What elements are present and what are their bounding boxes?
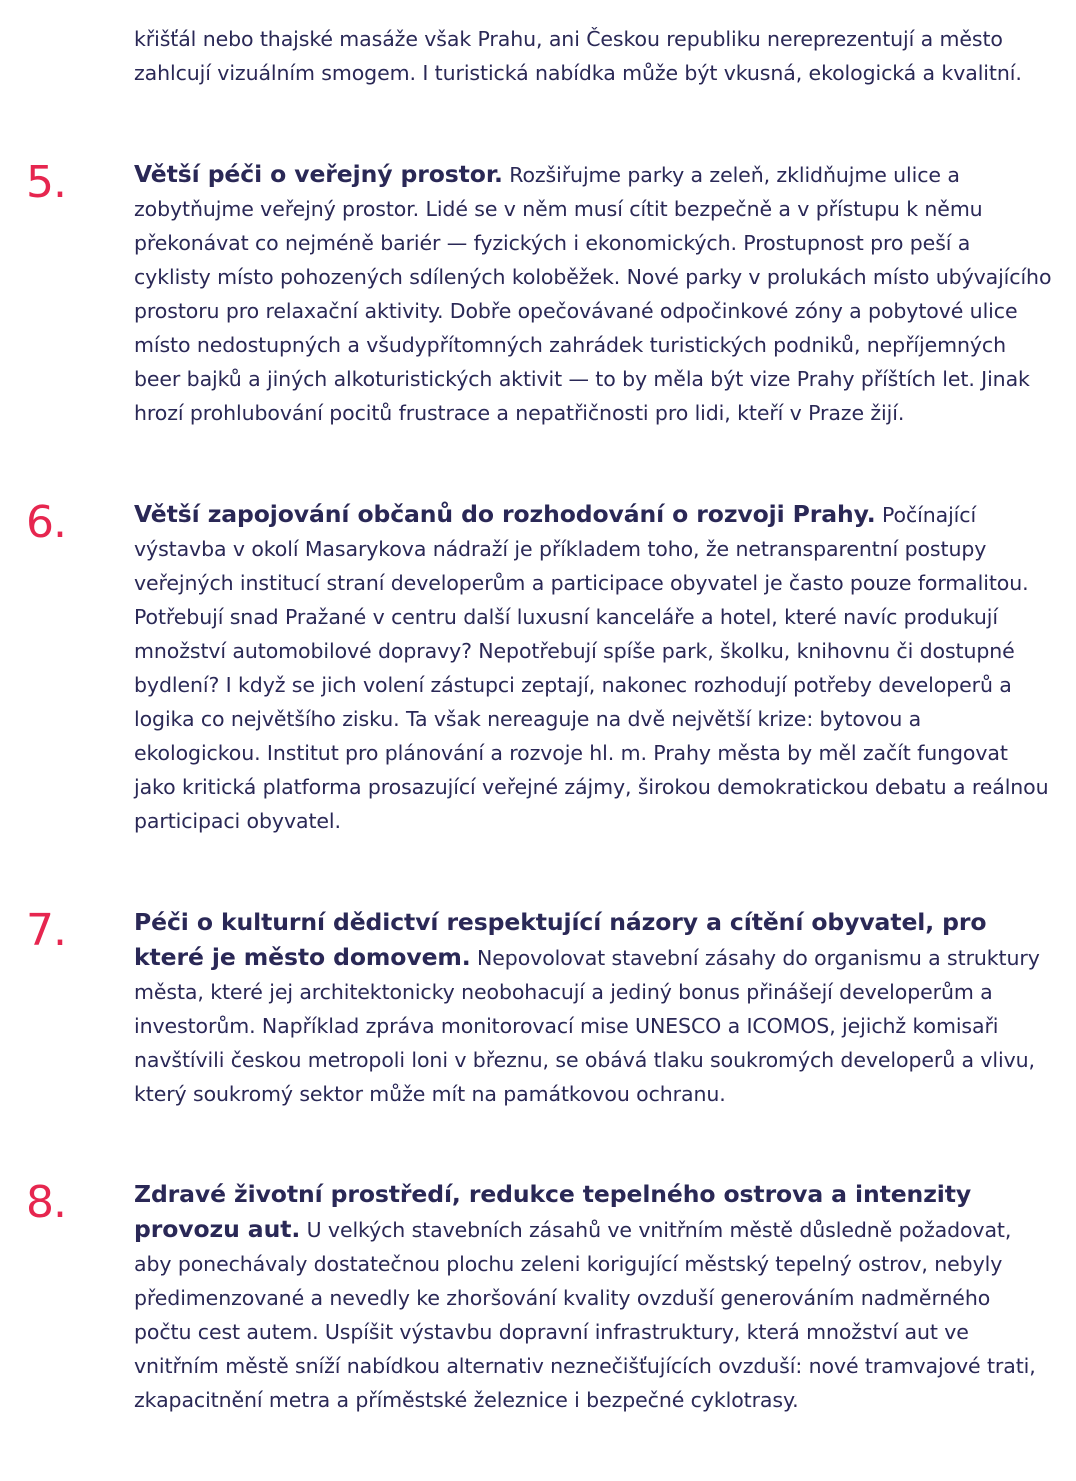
item-text: Rozšiřujme parky a zeleň, zklidňujme ulice a zobytňujme veřejný prostor. Lidé se v něm musí cítit bezpečně a v přístupu k němu překonávat co nejméně bariér — fyzických i ekonomických. Prostupnost pro peší a cyklisty místo pohozených sdílených koloběžek. Nové parky v prolukách místo ubývajícího prostoru pro relaxační aktivity. Dobře opečovávané odpočinkové zóny a pobytové ulice místo nedostupných a všudypřítomných zahrádek turistických podniků, nepříjemných beer bajků a jiných alkoturistických aktivit — to by měla být vize Prahy příštích let. Jinak hrozí prohlubování pocitů frustrace a nepatřičnosti pro lidi, kteří v Praze žijí. xyxy=(134,163,1052,425)
item-heading: Péči o kulturní dědictví respektující názory a cítění obyvatel, pro které je město domovem. xyxy=(134,908,987,971)
item-number: 6. xyxy=(26,497,66,548)
item-number: 5. xyxy=(26,157,66,208)
item-heading: Zdravé životní prostředí, redukce tepelného ostrova a intenzity provozu aut. xyxy=(134,1180,972,1243)
item-body xyxy=(134,1177,1052,1417)
item-heading: Větší péči o veřejný prostor. xyxy=(134,160,503,188)
item-text: Počínající výstavba v okolí Masarykova nádraží je příkladem toho, že netransparentní postupy veřejných institucí straní developerům a participace obyvatel je často pouze formalitou. Potřebují snad Pražané v centru další luxusní kanceláře a hotel, které navíc produkují množství automobilové dopravy? Nepotřebují spíše park, školku, knihovnu či dostupné bydlení? I když se jich volení zástupci zeptají, nakonec rozhodují potřeby developerů a logika co největšího zisku. Ta však nereaguje na dvě největší krize: bytovou a ekologickou. Institut pro plánování a rozvoje hl. m. Prahy města by měl začít fungovat jako kritická platforma prosazující veřejné zájmy, širokou demokratickou debatu a reálnou participaci obyvatel. xyxy=(134,503,1049,833)
item-text: Nepovolovat stavební zásahy do organismu a struktury města, které jej architektonicky neobohacují a jediný bonus přinášejí developerům a investorům. Například zpráva monitorovací mise UNESCO a ICOMOS, jejichž komisaři navštívili českou metropoli loni v březnu, se obává tlaku soukromých developerů a vlivu, který soukromý sektor může mít na památkovou ochranu. xyxy=(134,946,1040,1106)
item-text: U velkých stavebních zásahů ve vnitřním městě důsledně požadovat, aby ponechávaly dostatečnou plochu zeleni korigující městský tepelný ostrov, nebyly předimenzované a nevedly ke zhoršování kvality ovzduší generováním nadměrného počtu cest autem. Uspíšit výstavbu dopravní infrastruktury, která množství aut ve vnitřním městě sníží nabídkou alternativ neznečišťujících ovzduší: nové tramvajové trati, zkapacitnění metra a příměstské železnice i bezpečné cyklotrasy. xyxy=(134,1218,1036,1412)
item-number: 7. xyxy=(26,905,66,956)
intro-paragraph: křišťál nebo thajské masáže však Prahu, ani Českou republiku nereprezentují a město zahlcují vizuálním smogem. I turistická nabídka může být vkusná, ekologická a kvalitní. xyxy=(134,27,1022,85)
item-heading: Větší zapojování občanů do rozhodování o rozvoji Prahy. xyxy=(134,500,876,528)
item-number: 8. xyxy=(26,1177,66,1228)
item-body xyxy=(134,905,1052,1111)
item-body xyxy=(134,157,1052,430)
item-body xyxy=(134,497,1052,838)
